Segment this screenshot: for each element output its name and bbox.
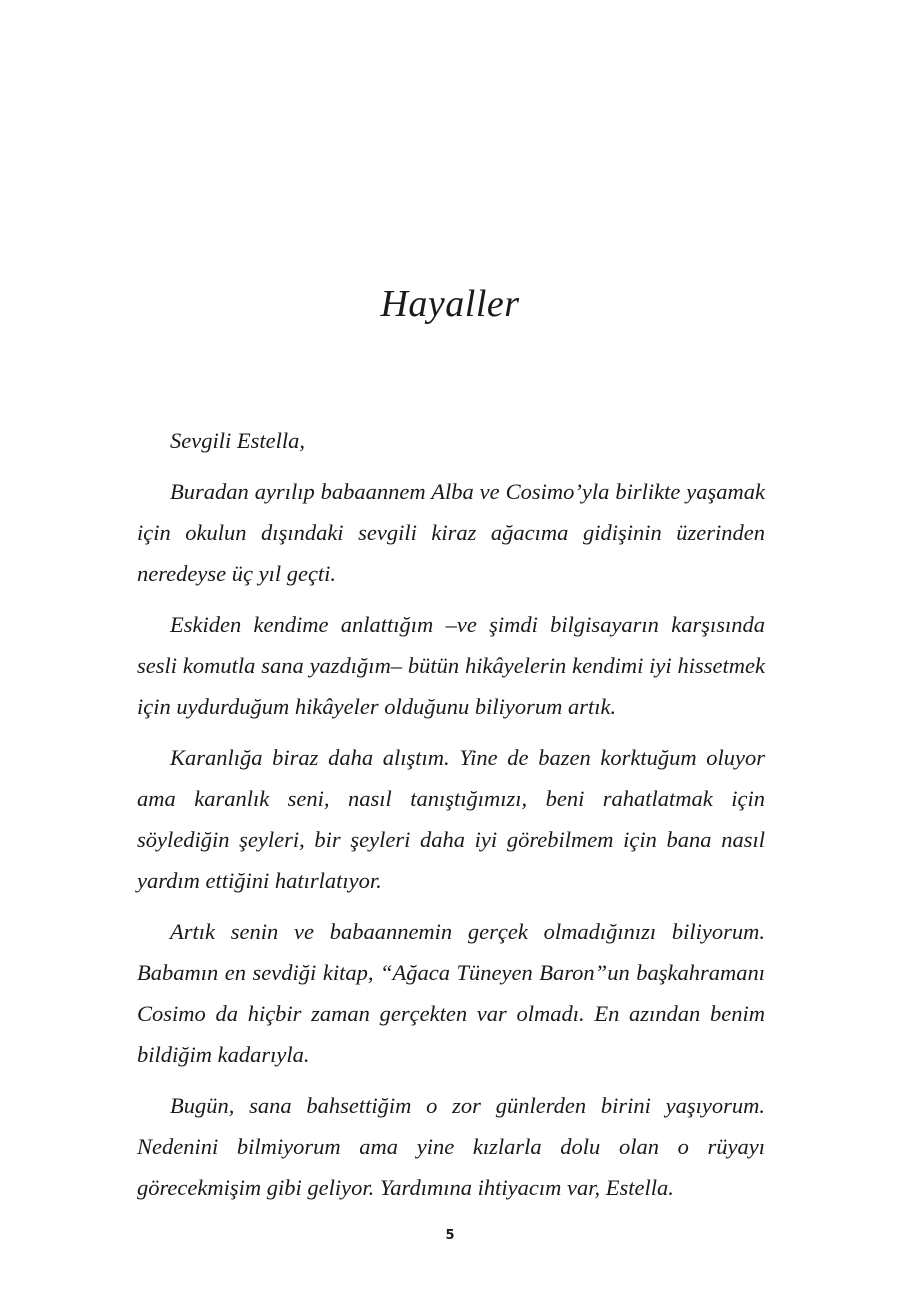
body-paragraph: Buradan ayrılıp babaannem Alba ve Cosimo’yla birlikte yaşamak için okulun dışındaki sevgili kiraz ağacıma gidişinin üzerinden neredeyse üç yıl geçti. [137,479,765,586]
salutation-paragraph: Sevgili Estella, [170,428,305,453]
body-paragraph: Artık senin ve babaannemin gerçek olmadığınızı biliyorum. Babamın en sevdiği kitap, “Ağaca Tüneyen Baron”un başkahramanı Cosimo da hiçbir zaman gerçekten var olmadı. En azından benim bildiğim kadarıyla. [137,919,765,1067]
letter-body [137,420,765,1218]
chapter-title: Hayaller [380,283,520,325]
body-paragraph: Bugün, sana bahsettiğim o zor günlerden birini yaşıyorum. Nedenini bilmiyorum ama yine kızlarla dolu olan o rüyayı görecekmişim gibi geliyor. Yardımına ihtiyacım var, Estella. [137,1093,765,1200]
page-number: 5 [445,1228,455,1243]
body-paragraph: Karanlığa biraz daha alıştım. Yine de bazen korktuğum oluyor ama karanlık seni, nasıl tanıştığımızı, beni rahatlatmak için söylediğin şeyleri, bir şeyleri daha iyi görebilmem için bana nasıl yardım ettiğini hatırlatıyor. [137,745,765,893]
body-paragraph: Eskiden kendime anlattığım –ve şimdi bilgisayarın karşısında sesli komutla sana yazdığım– bütün hikâyelerin kendimi iyi hissetmek için uydurduğum hikâyeler olduğunu biliyorum artık. [137,612,765,719]
